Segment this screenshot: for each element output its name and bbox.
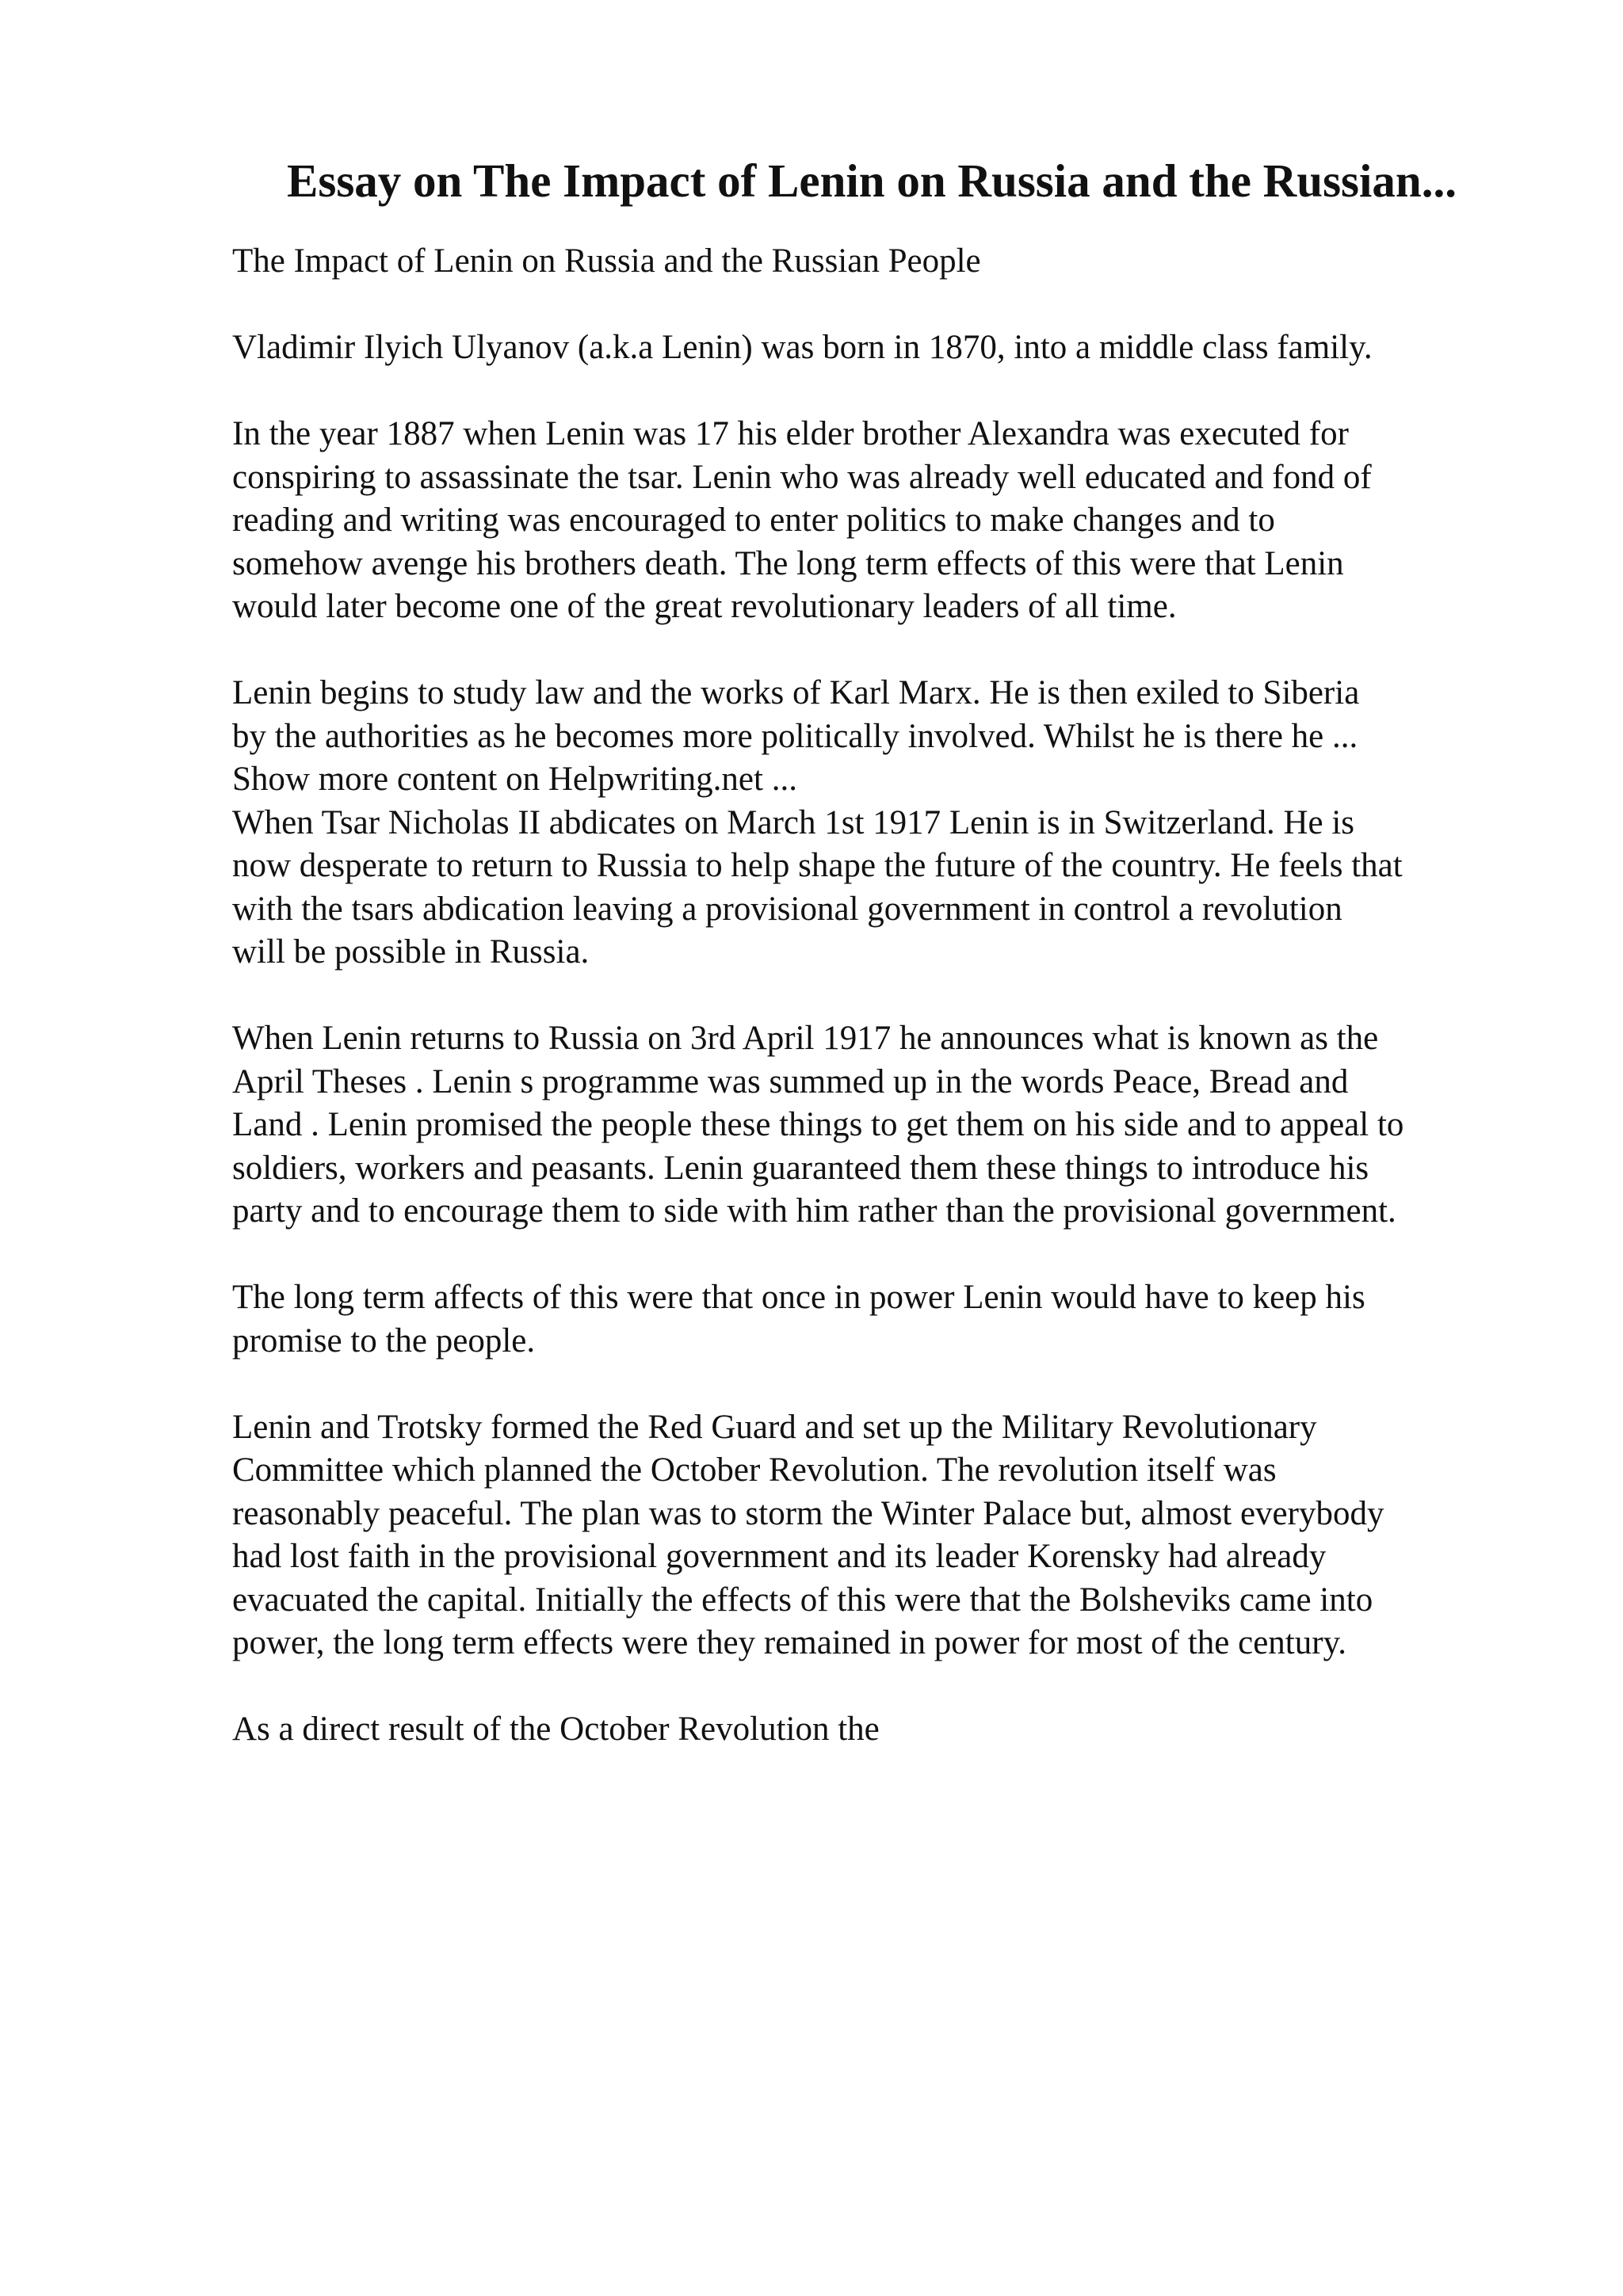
text-line: Committee which planned the October Revolution. The revolution itself was (232, 1451, 1277, 1489)
text-line: evacuated the capital. Initially the effects of this were that the Bolsheviks came into (232, 1581, 1373, 1619)
birth-paragraph (232, 326, 1595, 370)
text-line: Lenin and Trotsky formed the Red Guard and set up the Military Revolutionary (232, 1408, 1317, 1446)
document-title: Essay on The Impact of Lenin on Russia and the Russian... (287, 154, 1457, 207)
paragraph-gap (232, 629, 1595, 673)
text-line: soldiers, workers and peasants. Lenin guaranteed them these things to introduce his (232, 1149, 1369, 1187)
text-line: will be possible in Russia. (232, 933, 590, 971)
text-line: power, the long term effects were they remained in power for most of the century. (232, 1624, 1347, 1661)
text-line: reasonably peaceful. The plan was to storm the Winter Palace but, almost everybody (232, 1494, 1384, 1532)
text-line: now desperate to return to Russia to help shape the future of the country. He feels that (232, 847, 1403, 884)
paragraph-gap (232, 1363, 1595, 1406)
brother-paragraph (232, 413, 1595, 629)
text-line: conspiring to assassinate the tsar. Lenin who was already well educated and fond of (232, 458, 1372, 496)
text-line: had lost faith in the provisional government and its leader Korensky had already (232, 1538, 1327, 1575)
text-line: party and to encourage them to side with him rather than the provisional government. (232, 1192, 1396, 1230)
paragraph-gap (232, 1234, 1595, 1277)
text-line: Vladimir Ilyich Ulyanov (a.k.a Lenin) was born in 1870, into a middle class family. (232, 329, 1373, 366)
exile-paragraph (232, 672, 1595, 974)
text-line: with the tsars abdication leaving a provisional government in control a revolution (232, 890, 1342, 928)
text-line: by the authorities as he becomes more politically involved. Whilst he is there he ... (232, 717, 1358, 755)
text-line: promise to the people. (232, 1322, 536, 1360)
subtitle-paragraph (232, 240, 1595, 284)
text-line: would later become one of the great revolutionary leaders of all time. (232, 588, 1177, 625)
text-line: Lenin begins to study law and the works of Karl Marx. He is then exiled to Siberia (232, 674, 1360, 711)
april-theses-paragraph (232, 1017, 1595, 1234)
text-line: In the year 1887 when Lenin was 17 his elder brother Alexandra was executed for (232, 415, 1349, 452)
document-body (232, 240, 1595, 1752)
paragraph-gap (232, 1665, 1595, 1709)
text-line: somehow avenge his brothers death. The long term effects of this were that Lenin (232, 544, 1344, 582)
text-line: The long term affects of this were that once in power Lenin would have to keep his (232, 1279, 1365, 1316)
red-guard-paragraph (232, 1406, 1595, 1665)
text-line: April Theses . Lenin s programme was summed up in the words Peace, Bread and (232, 1062, 1349, 1100)
october-result-paragraph (232, 1708, 1595, 1752)
show-more-content-line: Show more content on Helpwriting.net ... (232, 761, 797, 798)
paragraph-gap (232, 974, 1595, 1018)
text-line: When Tsar Nicholas II abdicates on March 1st 1917 Lenin is in Switzerland. He is (232, 803, 1355, 841)
text-line: The Impact of Lenin on Russia and the Russian People (232, 242, 981, 280)
paragraph-gap (232, 284, 1595, 327)
text-line: As a direct result of the October Revolution the (232, 1711, 880, 1748)
text-line: When Lenin returns to Russia on 3rd April 1917 he announces what is known as the (232, 1020, 1379, 1057)
paragraph-gap (232, 370, 1595, 414)
text-line: reading and writing was encouraged to enter politics to make changes and to (232, 502, 1275, 539)
text-line: Land . Lenin promised the people these things to get them on his side and to appeal to (232, 1106, 1404, 1143)
promise-paragraph (232, 1276, 1595, 1363)
